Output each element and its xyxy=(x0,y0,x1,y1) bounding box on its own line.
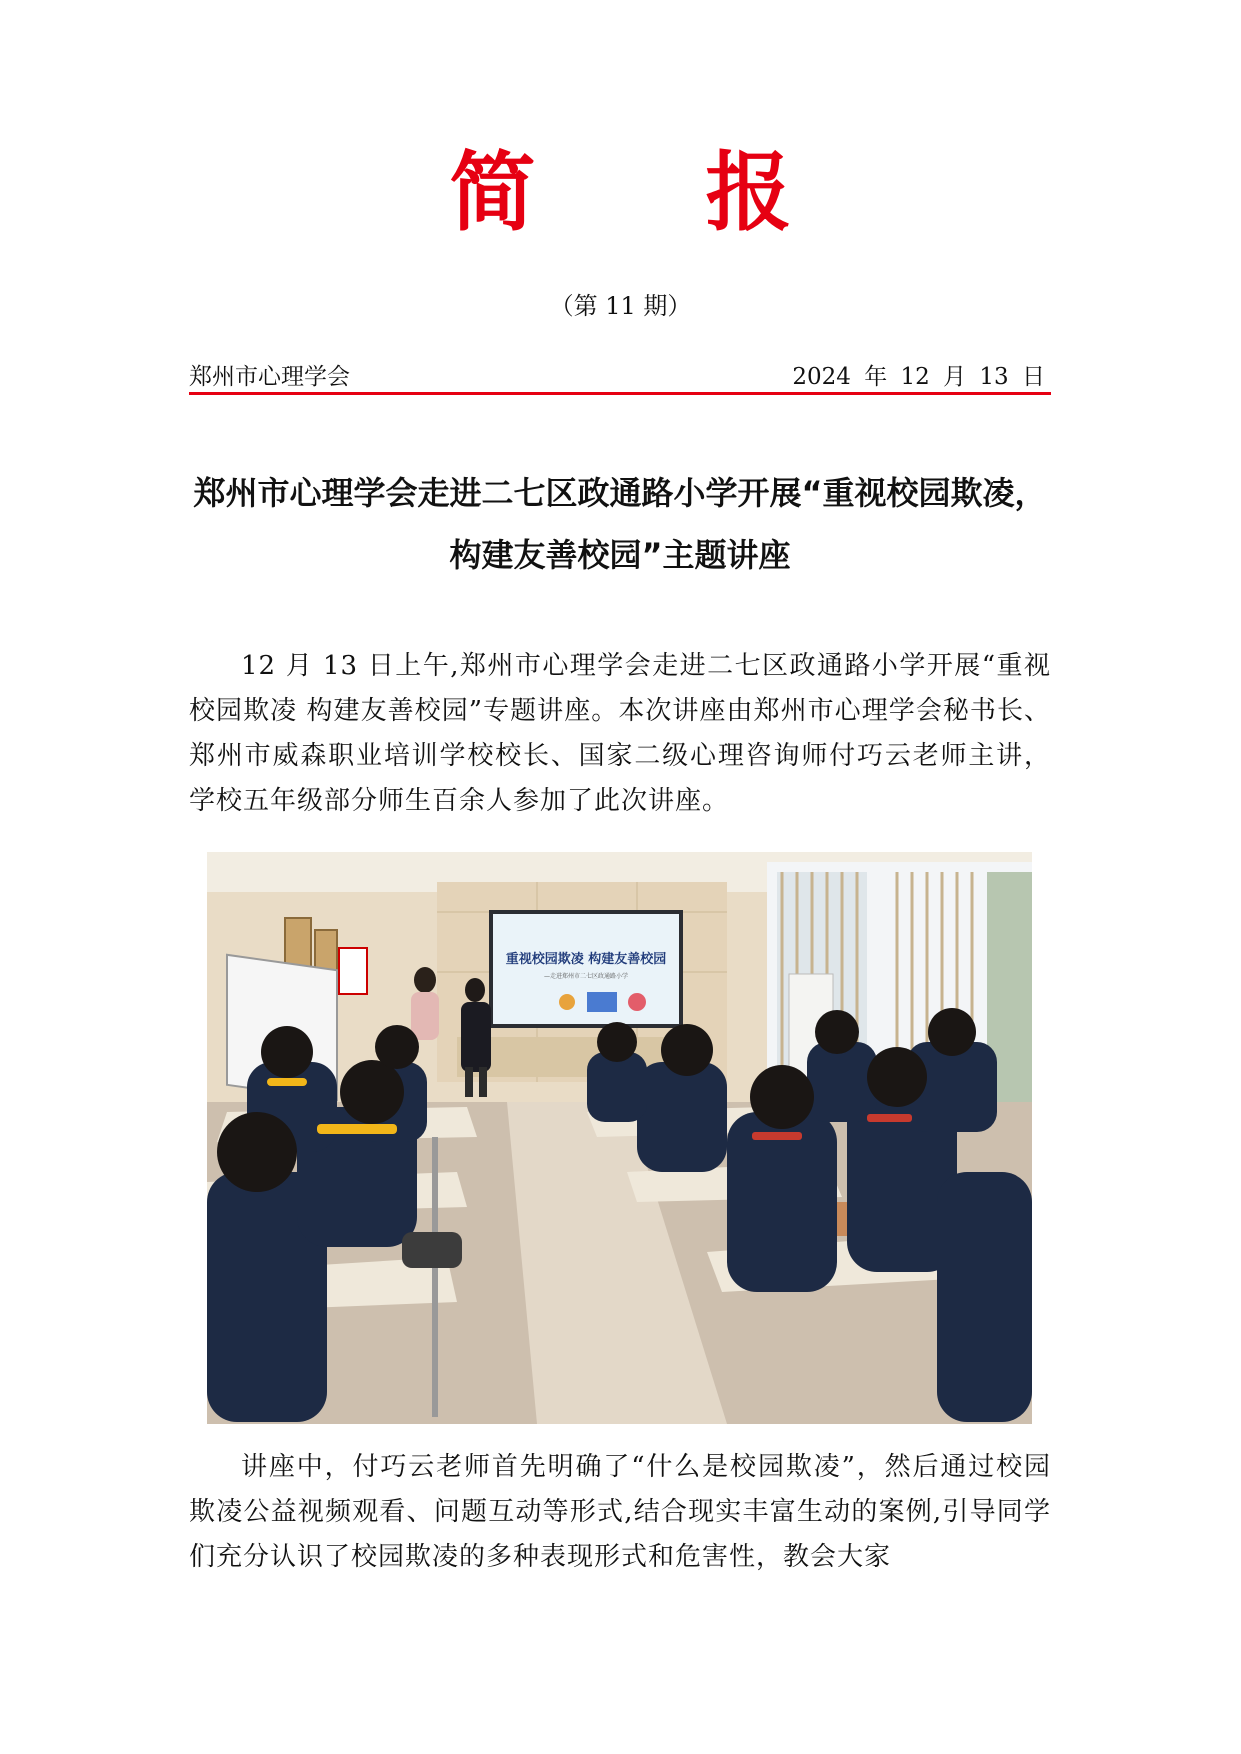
issue-number: （第 11 期） xyxy=(549,292,692,320)
organization: 郑州市心理学会 xyxy=(189,364,350,390)
masthead-title: 简 报 xyxy=(449,143,862,243)
paragraph-intro: 12 月 13 日上午,郑州市心理学会走进二七区政通路小学开展“重视校园欺凌 构建友善校园”专题讲座。本次讲座由郑州市心理学会秘书长、郑州市威森职业培训学校校长、国家二级心理咨询师付巧云老师主讲，学校五年级部分师生百余人参加了此次讲座。 xyxy=(189,651,1051,816)
lecture-photo xyxy=(207,852,1032,1424)
paragraph-lecture: 讲座中，付巧云老师首先明确了“什么是校园欺凌”，然后通过校园欺凌公益视频观看、问题互动等形式,结合现实丰富生动的案例,引导同学们充分认识了校园欺凌的多种表现形式和危害性，教会大家 xyxy=(189,1452,1051,1572)
screen-title: 重视校园欺凌 构建友善校园 xyxy=(505,952,667,967)
red-divider xyxy=(189,392,1051,395)
article-headline: 郑州市心理学会走进二七区政通路小学开展“重视校园欺凌，构建友善校园”主题讲座 xyxy=(193,474,1047,574)
date: 2024 年 12 月 13 日 xyxy=(792,364,1045,390)
screen-subtitle: —走进郑州市二七区政通路小学 xyxy=(543,973,629,980)
